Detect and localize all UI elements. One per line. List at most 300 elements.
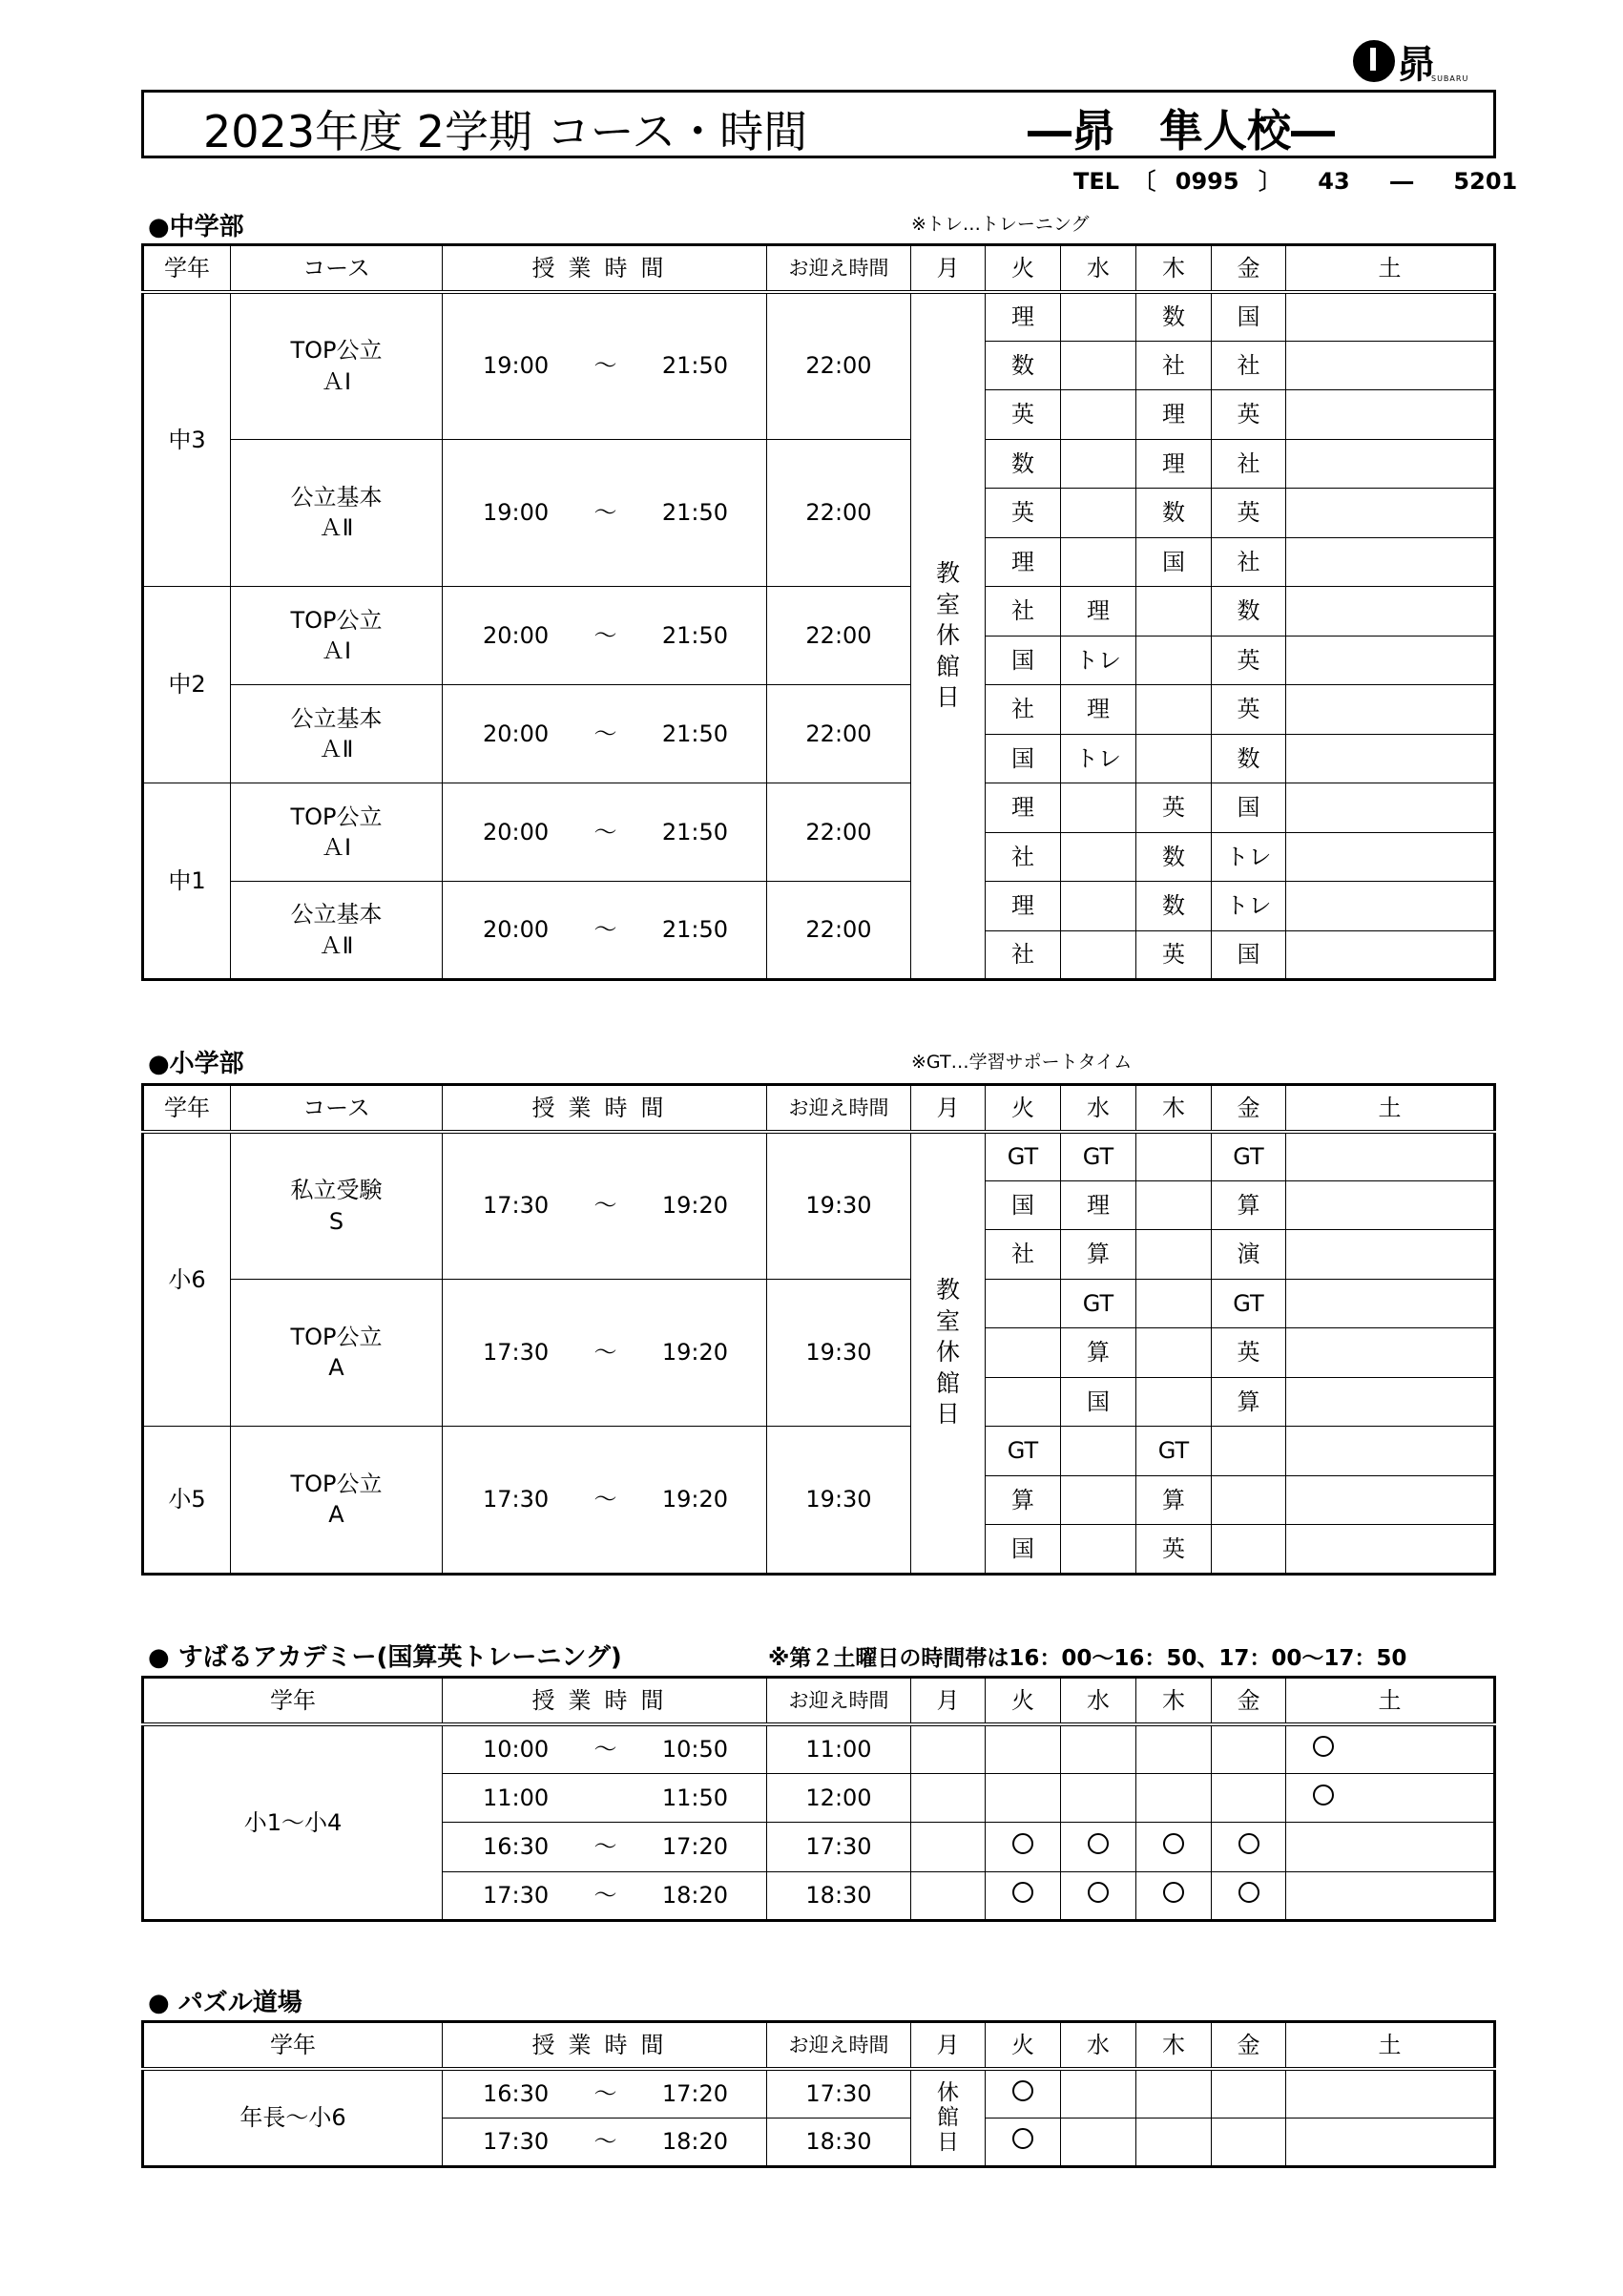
grade-cell: 年長～小6 (143, 2069, 443, 2167)
course-name: 公立基本 (290, 901, 383, 929)
circle-mark-icon (1088, 1882, 1109, 1903)
mark-cell (911, 1724, 986, 1774)
start-time: 16:30 (483, 1833, 550, 1861)
closed-char: 日 (935, 1400, 960, 1429)
saturday-cell (1286, 636, 1495, 685)
pickup-cell: 19:30 (767, 1132, 911, 1280)
pickup-cell: 17:30 (767, 1823, 911, 1872)
subject-cell: 演 (1212, 1230, 1286, 1280)
subject-cell: 国 (1212, 930, 1286, 980)
start-time: 17:30 (483, 1486, 550, 1513)
closed-char: 日 (937, 2130, 959, 2156)
academy-note: ※第２土曜日の時間帯は16：00～16：50、17：00～17：50 (768, 1646, 1407, 1671)
subject-cell (1061, 537, 1136, 587)
subject-cell (1061, 832, 1136, 882)
grade-cell: 小1～小4 (143, 1724, 443, 1921)
title-box (141, 90, 1496, 158)
tilde: ～ (593, 2128, 617, 2156)
header-course: コース (231, 1085, 443, 1132)
end-time: 21:50 (661, 818, 728, 845)
saturday-cell (1286, 1180, 1495, 1230)
table-row (143, 1724, 1495, 1774)
start-time: 17:30 (483, 2128, 550, 2156)
header-sat: 土 (1286, 1085, 1495, 1132)
subject-cell (1136, 1230, 1212, 1280)
subject-cell: 算 (986, 1475, 1061, 1525)
header-sat: 土 (1286, 245, 1495, 292)
saturday-cell (1286, 685, 1495, 735)
subject-cell: 理 (1061, 685, 1136, 735)
header-tue: 火 (986, 2022, 1061, 2069)
subject-cell: 国 (986, 636, 1061, 685)
time-cell (443, 1132, 767, 1280)
subject-cell: 理 (1061, 1180, 1136, 1230)
closed-day-label (911, 558, 985, 714)
time-cell (443, 439, 767, 587)
header-thu: 木 (1136, 2022, 1212, 2069)
puzzle-section-title: ● パズル道場 (148, 1989, 302, 2017)
academy-schedule-table (141, 1676, 1496, 1922)
end-time: 21:50 (661, 621, 728, 649)
start-time: 20:00 (483, 818, 550, 845)
mark-cell (911, 1823, 986, 1872)
course-cell (231, 685, 443, 783)
mark-cell (1136, 1773, 1212, 1823)
saturday-cell (1286, 587, 1495, 637)
subject-cell: 理 (1136, 439, 1212, 489)
subject-cell: 算 (1136, 1475, 1212, 1525)
pickup-cell: 18:30 (767, 2118, 911, 2167)
course-cell (231, 587, 443, 685)
pickup-cell: 22:00 (767, 587, 911, 685)
subject-cell: 社 (1212, 537, 1286, 587)
start-time: 20:00 (483, 916, 550, 944)
header-fri: 金 (1212, 1085, 1286, 1132)
time-range (443, 914, 766, 945)
subject-cell (1136, 636, 1212, 685)
saturday-cell (1286, 1132, 1495, 1181)
header-time: 授業時間 (443, 1678, 767, 1724)
academy-section-title: ● すばるアカデミー(国算英トレーニング) (148, 1643, 622, 1672)
course-level: ＡⅡ (319, 736, 354, 762)
course-name: TOP公立 (290, 1323, 383, 1350)
tilde: ～ (593, 916, 617, 944)
subject-cell: 英 (1212, 636, 1286, 685)
course-level: ＡⅠ (321, 834, 352, 861)
subject-cell (1061, 341, 1136, 390)
subject-cell: 算 (1061, 1230, 1136, 1280)
closed-char: 室 (935, 1306, 960, 1335)
subject-cell (1136, 685, 1212, 735)
subject-cell (1061, 930, 1136, 980)
time-cell (443, 2118, 767, 2167)
subject-cell (1061, 489, 1136, 538)
table-header-row (143, 245, 1495, 292)
subject-cell: 数 (1212, 734, 1286, 783)
subject-cell (1136, 587, 1212, 637)
end-time: 17:20 (661, 2079, 728, 2107)
tel-last: 5201 (1453, 168, 1518, 195)
saturday-cell (1286, 734, 1495, 783)
subject-cell (1136, 734, 1212, 783)
header-tue: 火 (986, 1678, 1061, 1724)
subject-cell (1136, 1132, 1212, 1181)
subject-cell: 算 (1212, 1377, 1286, 1427)
mark-cell (1212, 1871, 1286, 1921)
circle-mark-icon (1012, 1882, 1033, 1903)
time-cell (443, 1871, 767, 1921)
subject-cell: 英 (1136, 1525, 1212, 1575)
time-range (443, 1484, 766, 1514)
course-cell (231, 439, 443, 587)
circle-mark-icon (1088, 1833, 1109, 1854)
mark-cell (1061, 1724, 1136, 1774)
course-level: ＡⅡ (319, 514, 354, 542)
subject-cell: 英 (1212, 390, 1286, 440)
logo-romaji: SUBARU (1431, 74, 1469, 83)
saturday-cell (1286, 537, 1495, 587)
pickup-cell: 12:00 (767, 1773, 911, 1823)
pickup-cell: 18:30 (767, 1871, 911, 1921)
saturday-cell (1286, 2118, 1495, 2167)
course-level: ＡⅠ (321, 367, 352, 395)
table-row (143, 292, 1495, 342)
mark-cell (1136, 1871, 1212, 1921)
header-time: 授業時間 (443, 245, 767, 292)
header-course: コース (231, 245, 443, 292)
mark-cell (1286, 1871, 1495, 1921)
header-thu: 木 (1136, 245, 1212, 292)
subject-cell: 数 (986, 439, 1061, 489)
start-time: 19:00 (483, 352, 550, 380)
closed-day-cell (911, 292, 986, 980)
subject-cell: トレ (1212, 832, 1286, 882)
mark-cell (986, 1773, 1061, 1823)
header-wed: 水 (1061, 1678, 1136, 1724)
saturday-cell (1286, 390, 1495, 440)
header-fri: 金 (1212, 245, 1286, 292)
header-sat: 土 (1286, 1678, 1495, 1724)
saturday-cell (1286, 1328, 1495, 1378)
header-thu: 木 (1136, 1678, 1212, 1724)
table-row (143, 1132, 1495, 1181)
header-pickup: お迎え時間 (767, 245, 911, 292)
closed-char: 館 (935, 652, 960, 680)
subject-cell: 数 (1136, 292, 1212, 342)
subject-cell: GT (1136, 1427, 1212, 1476)
logo-kanji: 昴 (1397, 43, 1435, 87)
subject-cell: 数 (1136, 489, 1212, 538)
header-wed: 水 (1061, 245, 1136, 292)
subject-cell: GT (1212, 1132, 1286, 1181)
saturday-cell (1286, 1525, 1495, 1575)
subject-cell (1061, 1475, 1136, 1525)
subject-cell: トレ (1061, 636, 1136, 685)
table-row (143, 685, 1495, 735)
course-cell (231, 1132, 443, 1280)
subject-cell: 算 (1061, 1328, 1136, 1378)
header-tue: 火 (986, 1085, 1061, 1132)
tilde: ～ (593, 621, 617, 649)
subject-cell: トレ (1212, 882, 1286, 931)
logo-mark-icon (1353, 40, 1395, 82)
time-range (443, 350, 766, 381)
circle-mark-icon (1313, 1736, 1334, 1757)
saturday-cell (1286, 439, 1495, 489)
table-row (143, 783, 1495, 833)
course-level: S (328, 1207, 344, 1235)
mark-cell (1136, 1724, 1212, 1774)
page-title: 2023年度 2学期 コース・時間 (203, 106, 808, 157)
circle-mark-icon (1163, 1833, 1184, 1854)
subject-cell: GT (1212, 1279, 1286, 1328)
junior-note: ※トレ…トレーニング (911, 214, 1090, 235)
mark-cell (986, 1823, 1061, 1872)
saturday-cell (1286, 292, 1495, 342)
table-row (143, 587, 1495, 637)
subject-cell: 数 (1136, 832, 1212, 882)
mark-cell (1061, 2069, 1136, 2119)
mark-cell (1212, 1773, 1286, 1823)
tilde: ～ (593, 1192, 617, 1220)
closed-char: 教 (935, 559, 960, 587)
end-time: 18:20 (661, 2128, 728, 2156)
time-cell (443, 292, 767, 440)
end-time: 10:50 (661, 1735, 728, 1763)
mark-cell (1061, 1773, 1136, 1823)
end-time: 19:20 (661, 1192, 728, 1220)
elementary-schedule-table (141, 1083, 1496, 1576)
junior-section-title: ●中学部 (148, 213, 244, 241)
subject-cell (986, 1328, 1061, 1378)
time-cell (443, 1279, 767, 1427)
start-time: 20:00 (483, 720, 550, 747)
grade-cell: 中2 (143, 587, 231, 783)
saturday-cell (1286, 832, 1495, 882)
pickup-cell: 11:00 (767, 1724, 911, 1774)
header-tue: 火 (986, 245, 1061, 292)
closed-day-label (911, 1275, 985, 1430)
subject-cell (986, 1377, 1061, 1427)
table-row (143, 1427, 1495, 1476)
header-pickup: お迎え時間 (767, 1085, 911, 1132)
mark-cell (1061, 1871, 1136, 1921)
saturday-cell (1286, 1377, 1495, 1427)
subject-cell (1136, 1328, 1212, 1378)
header-grade: 学年 (143, 2022, 443, 2069)
subject-cell: 理 (986, 783, 1061, 833)
header-wed: 水 (1061, 1085, 1136, 1132)
subject-cell: 社 (986, 1230, 1061, 1280)
pickup-cell: 22:00 (767, 783, 911, 882)
course-name: TOP公立 (290, 606, 383, 634)
subject-cell: 国 (986, 734, 1061, 783)
subject-cell (1061, 292, 1136, 342)
saturday-cell (1286, 882, 1495, 931)
circle-mark-icon (1238, 1833, 1259, 1854)
time-cell (443, 1427, 767, 1575)
pickup-cell: 17:30 (767, 2069, 911, 2119)
subject-cell: 英 (986, 489, 1061, 538)
table-header-row (143, 2022, 1495, 2069)
end-time: 18:20 (661, 1882, 728, 1910)
mark-cell (1286, 1823, 1495, 1872)
mark-cell (1286, 1724, 1495, 1774)
subject-cell: 英 (1212, 1328, 1286, 1378)
subject-cell (1061, 1525, 1136, 1575)
table-row (143, 882, 1495, 931)
circle-mark-icon (1163, 1882, 1184, 1903)
closed-day-label (911, 2080, 985, 2156)
tel-label: TEL (1073, 168, 1120, 195)
time-cell (443, 685, 767, 783)
time-cell (443, 1724, 767, 1774)
closed-char: 館 (937, 2105, 959, 2131)
course-level: ＡⅡ (319, 931, 354, 959)
mark-cell (986, 2069, 1061, 2119)
pickup-cell: 22:00 (767, 439, 911, 587)
subject-cell: 社 (986, 587, 1061, 637)
subject-cell: 理 (986, 882, 1061, 931)
subject-cell: 数 (986, 341, 1061, 390)
subject-cell: 理 (986, 292, 1061, 342)
telephone: TEL 〔 0995 〕 43 ― 5201 (1073, 168, 1518, 195)
time-cell (443, 882, 767, 980)
end-time: 21:50 (661, 499, 728, 527)
subject-cell: 理 (986, 537, 1061, 587)
time-cell (443, 783, 767, 882)
mark-cell (1136, 1823, 1212, 1872)
closed-char: 休 (935, 1338, 960, 1367)
subject-cell: GT (1061, 1132, 1136, 1181)
subject-cell: 英 (1136, 783, 1212, 833)
table-row (143, 1279, 1495, 1328)
header-mon: 月 (911, 245, 986, 292)
pickup-cell: 22:00 (767, 292, 911, 440)
subject-cell (1212, 1525, 1286, 1575)
course-level: A (328, 1501, 344, 1529)
saturday-cell (1286, 1230, 1495, 1280)
tilde: ～ (593, 818, 617, 845)
subject-cell: 国 (1136, 537, 1212, 587)
subject-cell: 英 (1212, 685, 1286, 735)
closed-day-cell (911, 1132, 986, 1575)
time-cell (443, 1823, 767, 1872)
mark-cell (1286, 1773, 1495, 1823)
course-name: 公立基本 (290, 483, 383, 511)
end-time: 21:50 (661, 916, 728, 944)
subject-cell: 国 (1061, 1377, 1136, 1427)
course-cell (231, 292, 443, 440)
tilde: ～ (593, 352, 617, 380)
end-time: 21:50 (661, 720, 728, 747)
tilde: ～ (593, 2079, 617, 2107)
course-level: ＡⅠ (321, 637, 352, 664)
start-time: 20:00 (483, 621, 550, 649)
closed-char: 館 (935, 1368, 960, 1397)
subject-cell: 社 (986, 685, 1061, 735)
start-time: 17:30 (483, 1192, 550, 1220)
tilde: ～ (593, 1882, 617, 1910)
subject-cell (986, 1279, 1061, 1328)
mark-cell (911, 1773, 986, 1823)
subject-cell: トレ (1061, 734, 1136, 783)
header-grade: 学年 (143, 245, 231, 292)
pickup-cell: 19:30 (767, 1427, 911, 1575)
subject-cell: 数 (1136, 882, 1212, 931)
start-time: 17:30 (483, 1882, 550, 1910)
grade-cell: 中1 (143, 783, 231, 980)
closed-char: 休 (935, 621, 960, 649)
mark-cell (986, 1724, 1061, 1774)
subject-cell: 数 (1212, 587, 1286, 637)
mark-cell (1212, 1724, 1286, 1774)
subject-cell: 英 (1212, 489, 1286, 538)
mark-cell (986, 1871, 1061, 1921)
subject-cell: 国 (986, 1180, 1061, 1230)
closed-char: 休 (937, 2079, 959, 2105)
closed-char: 教 (935, 1276, 960, 1305)
time-range (443, 1190, 766, 1221)
saturday-cell (1286, 1475, 1495, 1525)
school-name: ―昴 隼人校― (1028, 105, 1335, 157)
course-name: TOP公立 (290, 337, 383, 365)
course-cell (231, 1427, 443, 1575)
tilde: ～ (593, 1339, 617, 1367)
course-cell (231, 1279, 443, 1427)
tilde: ～ (593, 1486, 617, 1513)
tilde: ～ (593, 1735, 617, 1763)
course-cell (231, 882, 443, 980)
closed-char: 室 (935, 590, 960, 618)
subject-cell (1136, 1279, 1212, 1328)
mark-cell (1136, 2118, 1212, 2167)
subject-cell (1061, 1427, 1136, 1476)
header-time: 授業時間 (443, 1085, 767, 1132)
saturday-cell (1286, 489, 1495, 538)
mark-cell (1061, 1823, 1136, 1872)
header-grade: 学年 (143, 1678, 443, 1724)
subject-cell: 英 (1136, 930, 1212, 980)
tilde: ～ (593, 499, 617, 527)
saturday-cell (1286, 783, 1495, 833)
subject-cell: 英 (986, 390, 1061, 440)
course-name: TOP公立 (290, 803, 383, 830)
logo (1353, 34, 1496, 88)
tel-dash: ― (1390, 168, 1414, 195)
end-time: 11:50 (661, 1784, 728, 1811)
saturday-cell (1286, 341, 1495, 390)
subject-cell (1061, 390, 1136, 440)
start-time: 10:00 (483, 1735, 550, 1763)
time-range (443, 2126, 766, 2157)
grade-cell: 小5 (143, 1427, 231, 1575)
subject-cell: 社 (986, 832, 1061, 882)
subject-cell: 国 (1212, 292, 1286, 342)
time-cell (443, 1773, 767, 1823)
header-wed: 水 (1061, 2022, 1136, 2069)
saturday-cell (1286, 2069, 1495, 2119)
header-thu: 木 (1136, 1085, 1212, 1132)
subject-cell: 国 (986, 1525, 1061, 1575)
subject-cell: 国 (1212, 783, 1286, 833)
subject-cell: 算 (1212, 1180, 1286, 1230)
saturday-cell (1286, 1427, 1495, 1476)
table-row (143, 2069, 1495, 2119)
time-cell (443, 587, 767, 685)
grade-cell: 小6 (143, 1132, 231, 1427)
end-time: 19:20 (661, 1486, 728, 1513)
